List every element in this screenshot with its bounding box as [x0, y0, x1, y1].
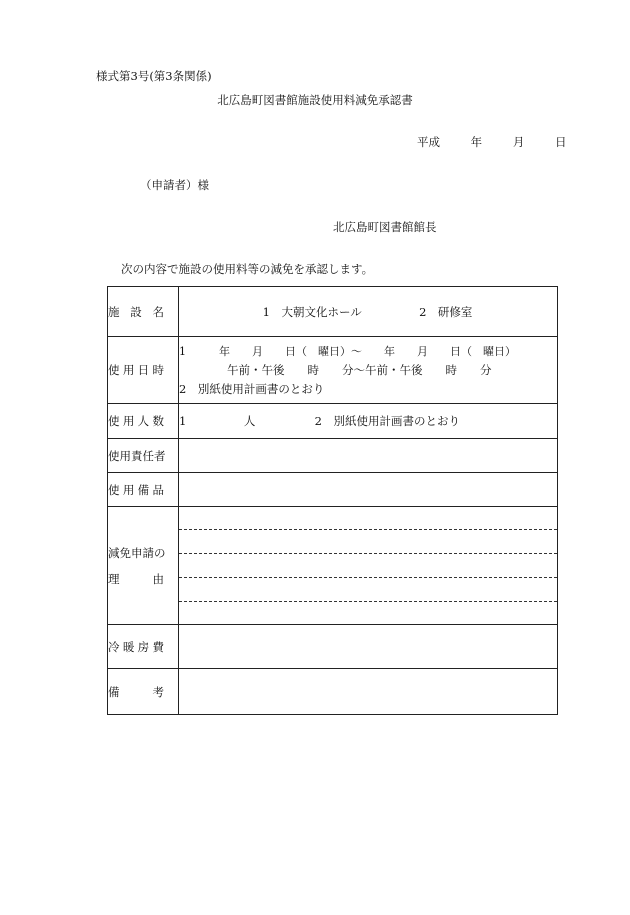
- usage-date-label: 使 用 日 時: [108, 337, 179, 404]
- form-number: 様式第3号(第3条関係): [96, 69, 212, 83]
- table-row: [108, 439, 558, 473]
- facility-option-room: 2 研修室: [419, 304, 473, 319]
- responsible-person-cell[interactable]: [179, 439, 558, 473]
- reason-lines: [179, 507, 557, 624]
- date-era: 平成: [417, 135, 440, 149]
- date-month: 月: [512, 135, 525, 149]
- table-row: [108, 625, 558, 669]
- usage-date-line3: 2 別紙使用計画書のとおり: [179, 381, 325, 396]
- table-row: [108, 337, 558, 404]
- people-count-label: 使 用 人 数: [108, 404, 179, 439]
- facility-cell[interactable]: [179, 287, 558, 337]
- date-line: [417, 137, 566, 149]
- dashed-line: [179, 529, 557, 530]
- people-option-count: 1 人: [179, 414, 256, 428]
- reason-label: 減免申請の 理 由: [108, 507, 179, 625]
- table-row: [108, 507, 558, 625]
- aircon-fee-cell[interactable]: [179, 625, 558, 669]
- usage-date-cell[interactable]: [179, 337, 558, 404]
- usage-date-line2: 午前・午後 時 分～午前・午後 時 分: [227, 362, 492, 377]
- equipment-cell[interactable]: [179, 473, 558, 507]
- intro-text: 次の内容で施設の使用料等の減免を承認します。: [121, 262, 374, 276]
- date-day: 日: [554, 135, 567, 149]
- dashed-line: [179, 553, 557, 554]
- notes-label: 備 考: [108, 669, 179, 715]
- dashed-line: [179, 601, 557, 602]
- usage-date-line1: 1 年 月 日（ 曜日）～ 年 月 日（ 曜日）: [179, 344, 516, 358]
- table-row: [108, 669, 558, 715]
- people-count-cell[interactable]: [179, 404, 558, 439]
- document-title: 北広島町図書館施設使用料減免承認書: [217, 93, 413, 107]
- applicant-line: （申請者）様: [140, 178, 209, 192]
- issuer-line: 北広島町図書館館長: [333, 220, 437, 234]
- table-row: [108, 404, 558, 439]
- date-year: 年: [470, 135, 483, 149]
- reason-cell[interactable]: [179, 507, 558, 625]
- facility-option-hall: 1 大朝文化ホール: [262, 304, 362, 319]
- notes-cell[interactable]: [179, 669, 558, 715]
- responsible-person-label: 使用責任者: [108, 439, 179, 473]
- aircon-fee-label: 冷 暖 房 費: [108, 625, 179, 669]
- dashed-line: [179, 577, 557, 578]
- table-row: [108, 473, 558, 507]
- equipment-label: 使 用 備 品: [108, 473, 179, 507]
- people-option-plan: 2 別紙使用計画書のとおり: [314, 414, 460, 428]
- facility-label: 施 設 名: [108, 287, 179, 337]
- exemption-table: [107, 286, 558, 715]
- table-row: [108, 287, 558, 337]
